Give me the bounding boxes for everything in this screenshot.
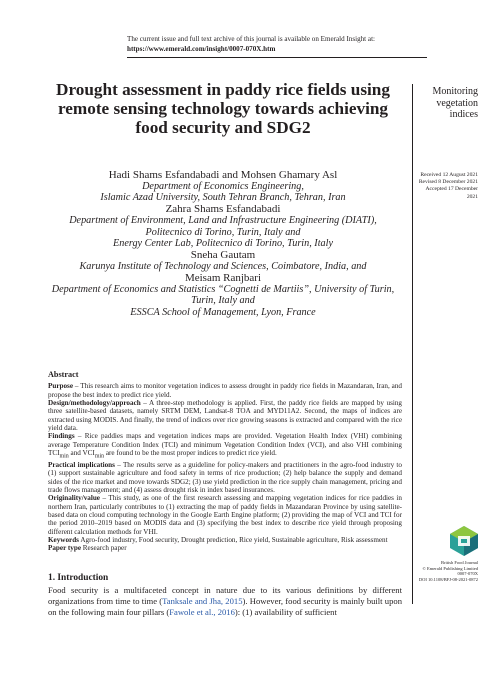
affiliation-2b: Politecnico di Torino, Turin, Italy and [145,226,301,238]
findings-subscript-min: min [59,453,69,460]
intro-text-3: ): (1) availability of sufficient [234,607,337,617]
abstract-design [48,399,402,432]
affiliation-4a: Department of Economics and Statistics “Cognetti de Martiis”, University of Turin, [51,284,395,296]
affiliation-2a: Department of Environment, Land and Infrastructure Engineering (DIATI), [69,215,377,227]
author-name-3: Sneha Gautam [190,249,256,262]
article-title: Drought assessment in paddy rice fields using remote sensing technology towards achieving food security and SDG2 [56,80,390,137]
affiliation-1a: Department of Economics Engineering, [142,181,304,192]
journal-name: British Food Journal [440,560,478,565]
author-name-4: Meisam Ranjbari [184,272,262,285]
abstract-paper-type [48,544,402,552]
author-block [42,169,404,318]
article-dates [414,172,478,201]
findings-text-b: and VCI [68,449,95,458]
practical-label: Practical implications [48,460,115,469]
findings-subscript-min-2: min [94,453,105,460]
abstract-findings [48,432,402,460]
abstract-keywords [48,536,402,544]
open-access-logo-icon [450,526,478,556]
paper-type-label: Paper type [48,544,81,553]
originality-label: Originality/value [48,494,100,503]
abstract-originality [48,494,402,536]
affiliation-2c: Energy Center Lab, Politecnico di Torino, Turin, Italy [113,237,333,249]
abstract-practical [48,461,402,494]
practical-text: – The results serve as a guideline for policy-makers and practitioners in the agro-food industry to (1) support sustainable agriculture and food safety in terms of rice production; (2) help balance the supply and demand sides of the rice market and move towards SDG2; (3) use yield prediction in the rice supply chain management, pricing and trade flows management; and (4) assess drought risk in index based insurances. [48,460,402,494]
header-divider [127,57,427,58]
design-label: Design/methodology/approach [48,399,141,408]
accepted-date: Accepted 17 December 2021 [425,186,478,200]
abstract [48,371,402,553]
margin-divider [412,84,413,604]
author-names-1: Hadi Shams Esfandabadi and Mohsen Ghamary Asl [108,169,338,181]
revised-date: Revised 8 December 2021 [418,179,478,186]
findings-text-c: are found to be the most proper indices to predict rice yield. [104,449,277,458]
header-note [127,34,427,54]
affiliation-4c: ESSCA School of Management, Lyon, France [130,306,316,318]
paper-type-text: Research paper [81,544,127,553]
introduction [48,573,402,618]
citation-link-2[interactable]: Fawole et al., 2016 [169,607,235,617]
purpose-text: – This research aims to monitor vegetation indices to assess drought in paddy rice fields in Mazandaran, Iran, and propose the best index to predict rice yield. [48,382,402,399]
journal-url-link[interactable]: https://www.emerald.com/insight/0007-070X.htm [127,45,276,53]
design-text: – A three-step methodology is applied. First, the paddy rice fields are mapped by using three satellite-based datasets, namely SRTM DEM, Landsat-8 TOA and MYD11A2. Second, the maps of indices are extracted using MODIS. And finally, the trend of indices over rice growing seasons is extracted and compared with the rice yield data. [48,399,402,433]
affiliation-1b: Islamic Azad University, South Tehran Branch, Tehran, Iran [100,192,346,204]
findings-text-a: – Rice paddies maps and vegetation indices maps are provided. Vegetation Health Index (VHI) combining average Temperature Condition Index (TCI) and minimum Vegetation Condition Index (VCI), and also VHI combining TCI [48,432,402,458]
findings-label: Findings [48,432,75,441]
purpose-label: Purpose [48,382,73,391]
received-date: Received 12 August 2021 [420,172,478,178]
originality-text: – This study, as one of the first research assessing and mapping vegetation indices for rice paddies in northern Iran, particularly contributes to (1) extracting the map of paddy fields in Mazandaran Province by using satellite-based data on cloud computing technology in the Google Earth Engine platform; (2) providing the map of VCI and TCI for the period 2010–2019 based on MODIS data and (3) specifying the best index to describe rice yield through proposing different calculation methods for VHI. [48,494,402,536]
author-name-2: Zahra Shams Esfandabadi [165,203,281,216]
header-note-text: The current issue and full text archive of this journal is available on Emerald Insight at: [127,35,376,43]
running-title: Monitoring vegetation indices [432,86,478,120]
journal-doi: DOI 10.1108/BFJ-08-2021-0872 [418,576,478,582]
journal-issn: 0007-070X [457,571,478,577]
abstract-purpose [48,382,402,399]
keywords-label: Keywords [48,535,79,544]
intro-text-2: ). However, food security is mainly built upon on the following main four pillars ( [48,596,402,617]
journal-copyright: © Emerald Publishing Limited [422,565,478,571]
citation-link-1[interactable]: Tanksale and Jha, 2015 [162,596,243,606]
keywords-text: Agro-food industry, Food security, Drought prediction, Rice yield, Sustainable agriculture, Risk assessment [78,535,388,544]
abstract-heading: Abstract [48,370,79,379]
journal-info [414,560,478,582]
intro-heading: 1. Introduction [48,573,109,583]
intro-text-1: Food security is a multifaceted concept in nature due to its various definitions by different organizations from time to time ( [48,585,402,606]
affiliation-3: Karunya Institute of Technology and Sciences, Coimbatore, India, and [79,261,367,273]
affiliation-4b: Turin, Italy and [191,295,255,307]
